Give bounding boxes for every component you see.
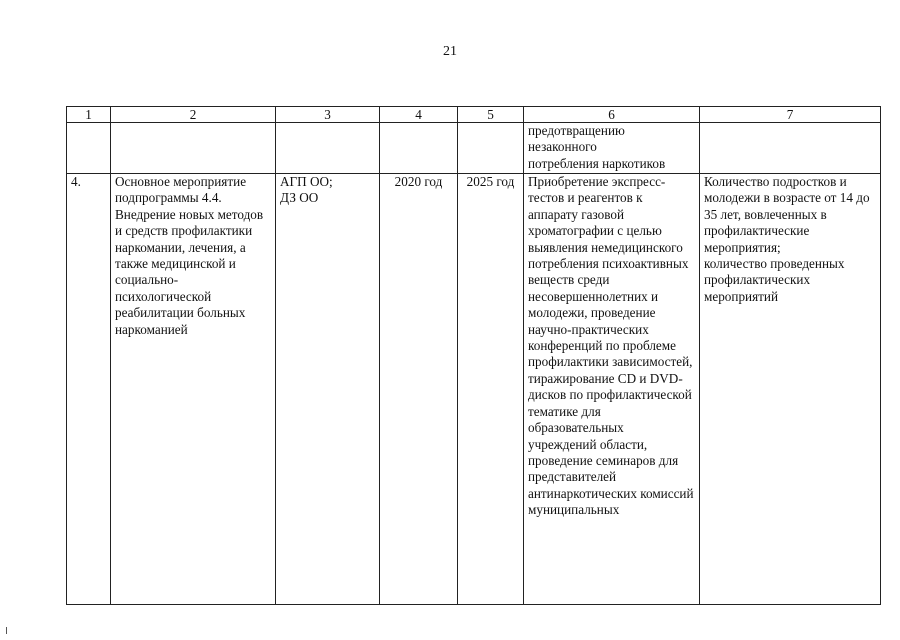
cell-empty [380, 123, 458, 174]
cell-indicators: Количество подростков и молодежи в возрасте от 14 до 35 лет, вовлеченных в профилактические мероприятия; количество проведенных профилактических мероприятий [700, 174, 881, 605]
column-number-7: 7 [700, 107, 881, 123]
cell-empty [700, 123, 881, 174]
column-number-4: 4 [380, 107, 458, 123]
cell-end-year: 2025 год [458, 174, 524, 605]
cell-measure-name: Основное мероприятие подпрограммы 4.4. Внедрение новых методов и средств профилактики наркомании, лечения, а также медицинской и социально-психологической реабилитации больных наркоманией [111, 174, 276, 605]
scan-margin-mark [6, 627, 7, 634]
cell-row-number: 4. [67, 174, 111, 605]
cell-start-year: 2020 год [380, 174, 458, 605]
page-number: 21 [443, 44, 457, 59]
cell-empty [276, 123, 380, 174]
table-row-measure-4 [67, 174, 881, 605]
column-number-5: 5 [458, 107, 524, 123]
table-header-row [67, 107, 881, 123]
column-number-3: 3 [276, 107, 380, 123]
cell-executor: АГП ОО; ДЗ ОО [276, 174, 380, 605]
cell-continuation-description: предотвращению незаконного потребления наркотиков [524, 123, 700, 174]
cell-empty [458, 123, 524, 174]
table-row-continuation [67, 123, 881, 174]
program-table [66, 106, 881, 605]
cell-description: Приобретение экспресс-тестов и реагентов к аппарату газовой хроматографии с целью выявления немедицинского потребления психоактивных веществ среди несовершеннолетних и молодежи, проведение научно-практических конференций по проблеме профилактики зависимостей, тиражирование CD и DVD-дисков по профилактической тематике для образовательных учреждений области, проведение семинаров для представителей антинаркотических комиссий муниципальных [524, 174, 700, 605]
cell-empty [67, 123, 111, 174]
column-number-6: 6 [524, 107, 700, 123]
column-number-1: 1 [67, 107, 111, 123]
column-number-2: 2 [111, 107, 276, 123]
cell-empty [111, 123, 276, 174]
